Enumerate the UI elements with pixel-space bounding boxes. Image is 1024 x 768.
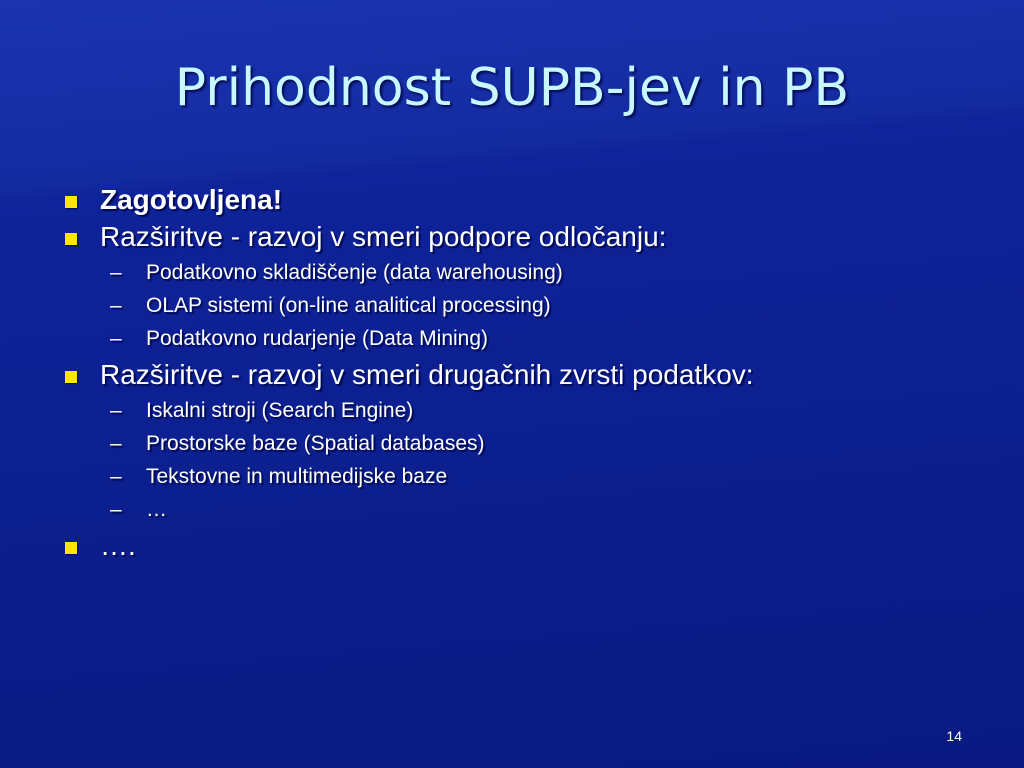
sub-bullet-item (62, 395, 1002, 426)
dash-bullet-icon: – (110, 498, 122, 521)
sub-bullet-text: OLAP sistemi (on-line analitical processing) (146, 294, 551, 317)
dash-bullet-icon: – (110, 327, 122, 350)
bullet-item (62, 529, 1002, 563)
square-bullet-icon (65, 542, 77, 554)
sub-bullet-item (62, 257, 1002, 288)
dash-bullet-icon: – (110, 294, 122, 317)
square-bullet-icon (65, 371, 77, 383)
sub-bullet-text: Tekstovne in multimedijske baze (146, 465, 448, 488)
sub-bullet-text: Podatkovno rudarjenje (Data Mining) (146, 327, 489, 350)
sub-bullet-text: Prostorske baze (Spatial databases) (146, 432, 485, 455)
square-bullet-icon (65, 233, 77, 245)
sub-bullet-text: Podatkovno skladiščenje (data warehousing) (146, 261, 563, 284)
dash-bullet-icon: – (110, 465, 122, 488)
bullet-item (62, 358, 1002, 392)
sub-bullet-text: Iskalni stroji (Search Engine) (146, 399, 414, 422)
dash-bullet-icon: – (110, 399, 122, 422)
square-bullet-icon (65, 196, 77, 208)
sub-bullet-item (62, 428, 1002, 459)
bullet-list (62, 183, 1002, 566)
bullet-text: …. (100, 530, 136, 561)
bullet-item (62, 220, 1002, 254)
sub-bullet-text: … (146, 498, 167, 521)
bullet-text: Razširitve - razvoj v smeri podpore odločanju: (100, 221, 667, 252)
sub-bullet-item (62, 461, 1002, 492)
sub-bullet-item (62, 494, 1002, 525)
sub-bullet-item (62, 323, 1002, 354)
sub-bullet-item (62, 290, 1002, 321)
dash-bullet-icon: – (110, 432, 122, 455)
slide-title: Prihodnost SUPB-jev in PB (174, 58, 850, 118)
page-number: 14 (946, 728, 962, 744)
bullet-text: Zagotovljena! (100, 184, 283, 215)
bullet-item (62, 183, 1002, 217)
dash-bullet-icon: – (110, 261, 122, 284)
bullet-text: Razširitve - razvoj v smeri drugačnih zvrsti podatkov: (100, 359, 754, 390)
